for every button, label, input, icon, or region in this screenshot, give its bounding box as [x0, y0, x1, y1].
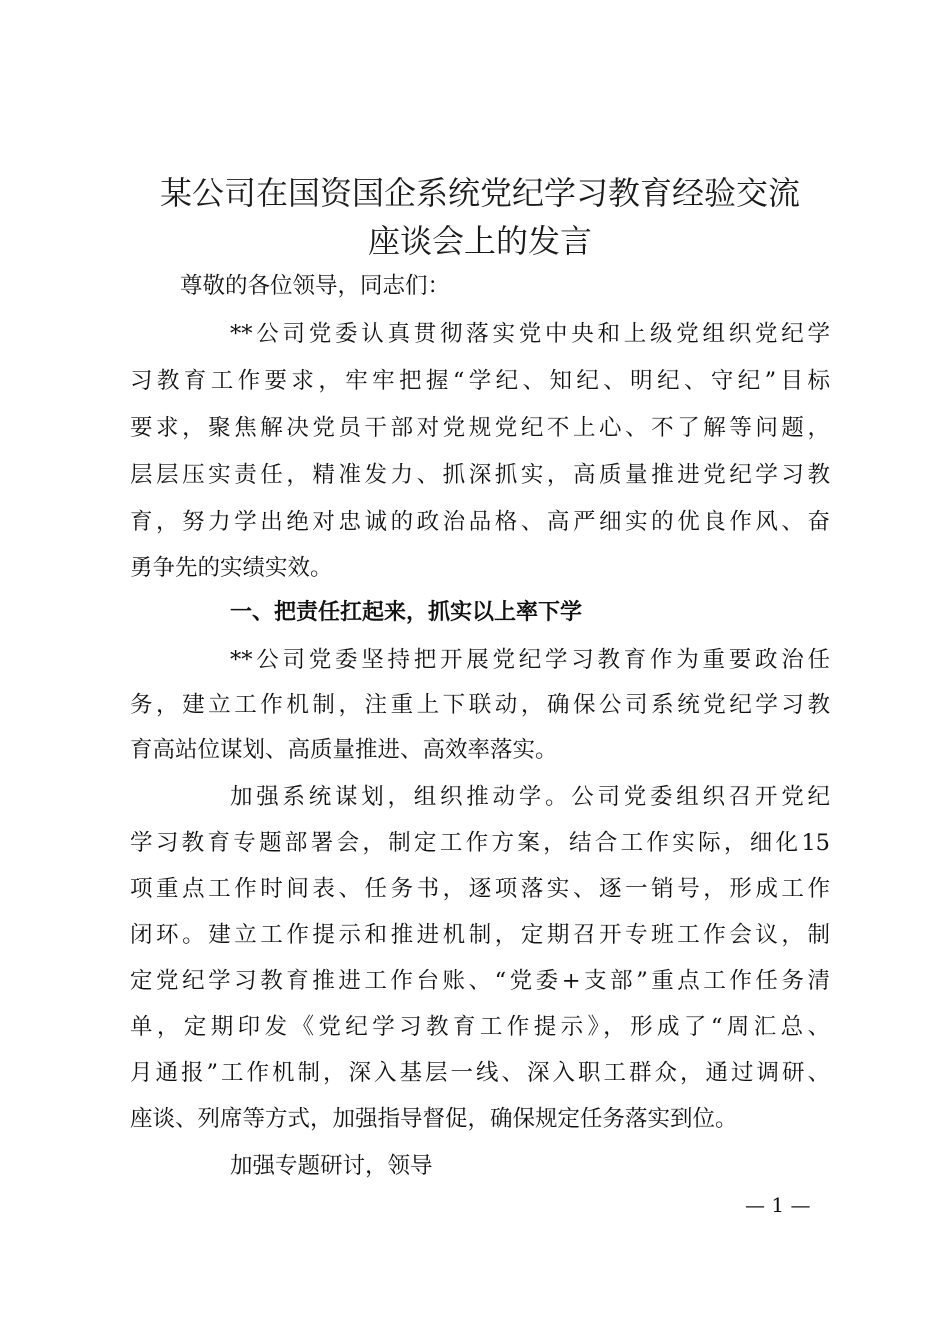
paragraph-line: 加强专题研讨，领导 [230, 1153, 433, 1179]
document-title-line2: 座谈会上的发言 [367, 222, 592, 260]
paragraph-line: 定党纪学习教育推进工作台账、“党委+支部”重点工作任务清 [130, 968, 830, 994]
intro-line: 育，努力学出绝对忠诚的政治品格、高严细实的优良作风、奋 [130, 509, 830, 535]
paragraph-line: 学习教育专题部署会，制定工作方案，结合工作实际，细化15 [130, 830, 830, 856]
salutation: 尊敬的各位领导，同志们： [180, 273, 451, 299]
paragraph-line: 项重点工作时间表、任务书，逐项落实、逐一销号，形成工作 [130, 876, 830, 902]
intro-line: 要求，聚焦解决党员干部对党规党纪不上心、不了解等问题， [130, 415, 830, 441]
paragraph-line: 闭环。建立工作提示和推进机制，定期召开专班工作会议，制 [130, 922, 830, 948]
intro-line: 习教育工作要求，牢牢把握“学纪、知纪、明纪、守纪”目标 [130, 368, 830, 394]
intro-line: 层层压实责任，精准发力、抓深抓实，高质量推进党纪学习教 [130, 462, 830, 488]
paragraph-line: 座谈、列席等方式，加强指导督促，确保规定任务落实到位。 [130, 1106, 738, 1132]
intro-line: 勇争先的实绩实效。 [130, 555, 333, 581]
paragraph-line: 务，建立工作机制，注重上下联动，确保公司系统党纪学习教 [130, 692, 830, 718]
page-number: — 1 — [745, 1193, 811, 1217]
section-heading: 一、把责任扛起来，抓实以上率下学 [230, 600, 583, 625]
paragraph-line: 月通报”工作机制，深入基层一线、深入职工群众，通过调研、 [130, 1060, 830, 1086]
intro-line: **公司党委认真贯彻落实党中央和上级党组织党纪学 [230, 321, 830, 347]
paragraph-line: 育高站位谋划、高质量推进、高效率落实。 [130, 737, 558, 763]
paragraph-line: **公司党委坚持把开展党纪学习教育作为重要政治任 [230, 647, 830, 673]
paragraph-line: 单，定期印发《党纪学习教育工作提示》，形成了“周汇总、 [130, 1014, 830, 1040]
paragraph-line: 加强系统谋划，组织推动学。公司党委组织召开党纪 [230, 784, 830, 810]
document-title-line1: 某公司在国资国企系统党纪学习教育经验交流 [159, 174, 800, 212]
